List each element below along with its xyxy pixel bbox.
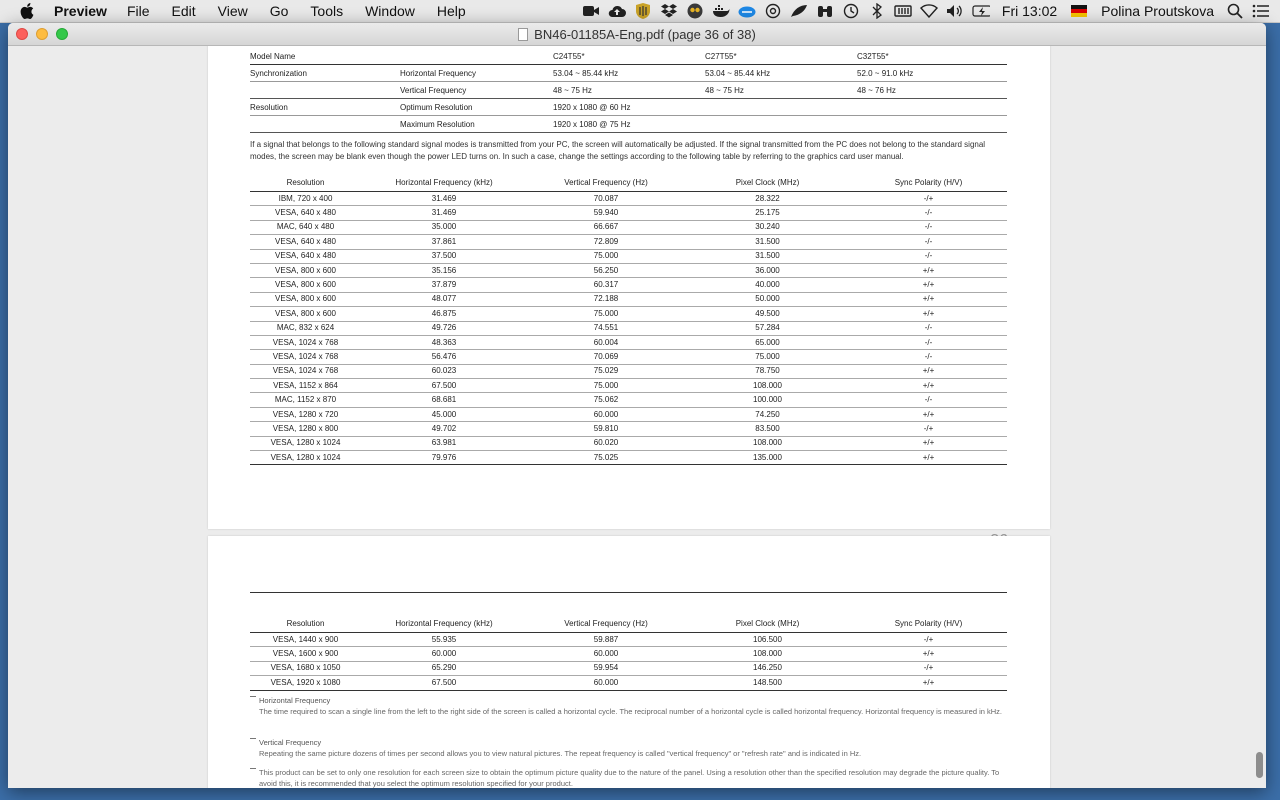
table-cell: 49.702 <box>361 422 527 436</box>
table-cell: 75.000 <box>527 307 685 321</box>
vfreq-c24: 48 ~ 75 Hz <box>553 86 592 95</box>
table-cell: -/+ <box>850 422 1007 436</box>
table-cell: 31.469 <box>361 206 527 220</box>
table-cell: 56.250 <box>527 263 685 277</box>
col-hfreq: Horizontal Frequency (kHz) <box>361 173 527 192</box>
col-pixel-clock: Pixel Clock (MHz) <box>685 173 850 192</box>
window-controls <box>16 28 76 40</box>
table-cell: 60.000 <box>527 676 685 690</box>
table-cell: VESA, 800 x 600 <box>250 307 361 321</box>
table-row <box>250 278 1007 292</box>
table-cell: VESA, 1152 x 864 <box>250 379 361 393</box>
hfreq-label: Horizontal Frequency <box>400 69 477 78</box>
docker-icon[interactable] <box>712 3 730 19</box>
german-flag-icon[interactable] <box>1071 5 1087 17</box>
optimum-label: Optimum Resolution <box>400 103 473 112</box>
table-cell: 31.500 <box>685 235 850 249</box>
menu-view[interactable]: View <box>217 3 248 19</box>
signal-mode-paragraph: If a signal that belongs to the following standard signal modes is transmitted from your PC, the screen will automatically be adjusted. If the signal transmitted from the PC does not belong to the standard signal modes, the screen may be blank even though the power LED turns on. In such a case, change the settings according to the following table by referring to the graphics card user manual. <box>250 140 986 161</box>
table-cell: 148.500 <box>685 676 850 690</box>
table-cell: +/+ <box>850 263 1007 277</box>
table-cell: -/- <box>850 220 1007 234</box>
table-cell: VESA, 1680 x 1050 <box>250 661 361 675</box>
table-cell: VESA, 1280 x 1024 <box>250 436 361 450</box>
table-cell: 108.000 <box>685 379 850 393</box>
clock[interactable]: Fri 13:02 <box>1001 3 1058 19</box>
window-title: BN46-01185A-Eng.pdf (page 36 of 38) <box>534 26 756 42</box>
footnote-text: The time required to scan a single line from the left to the right side of the screen is called a horizontal cycle. The reciprocal number of a horizontal cycle is called horizontal frequency. Horizontal frequency is measured in kHz. <box>259 707 1003 716</box>
table-cell: 135.000 <box>685 451 850 465</box>
norton-shield-icon[interactable] <box>634 3 652 19</box>
zoom-icon[interactable] <box>582 3 600 19</box>
table-cell: 75.025 <box>527 451 685 465</box>
menu-bar <box>0 0 1280 23</box>
owl-app-icon[interactable] <box>686 3 704 19</box>
table-cell: 72.809 <box>527 235 685 249</box>
table-cell: MAC, 1152 x 870 <box>250 393 361 407</box>
table-cell: +/+ <box>850 278 1007 292</box>
table-cell: 60.004 <box>527 335 685 349</box>
table-cell: +/+ <box>850 407 1007 421</box>
table-cell: 83.500 <box>685 422 850 436</box>
table-cell: 40.000 <box>685 278 850 292</box>
table-cell: +/+ <box>850 307 1007 321</box>
table-cell: +/+ <box>850 379 1007 393</box>
table-cell: 74.250 <box>685 407 850 421</box>
minimize-button[interactable] <box>36 28 48 40</box>
table-cell: 79.976 <box>361 451 527 465</box>
table-cell: VESA, 1280 x 800 <box>250 422 361 436</box>
table-cell: 75.062 <box>527 393 685 407</box>
table-cell: 108.000 <box>685 436 850 450</box>
pdf-document-icon[interactable] <box>518 28 528 41</box>
hfreq-c24: 53.04 ~ 85.44 kHz <box>553 69 619 78</box>
table-cell: 59.954 <box>527 661 685 675</box>
sync-cloud-icon[interactable] <box>738 3 756 19</box>
status-area <box>578 0 1280 22</box>
signal-modes-table-1 <box>250 173 1007 465</box>
footnote-text: This product can be set to only one resolution for each screen size to obtain the optimum picture quality due to the nature of the panel. Using a resolution other than the specified resolution may degrade the picture quality. To avoid this, it is recommended that you select the optimum resolution specified for your product. <box>259 768 1000 788</box>
table-cell: -/- <box>850 350 1007 364</box>
table-cell: 56.476 <box>361 350 527 364</box>
vfreq-c32: 48 ~ 76 Hz <box>857 86 896 95</box>
table-cell: 45.000 <box>361 407 527 421</box>
table-cell: 48.077 <box>361 292 527 306</box>
menu-window[interactable]: Window <box>365 3 415 19</box>
table-row <box>250 661 1007 675</box>
binoculars-icon[interactable] <box>816 3 834 19</box>
table-cell: 67.500 <box>361 379 527 393</box>
table-cell: VESA, 800 x 600 <box>250 292 361 306</box>
col-resolution: Resolution <box>250 173 361 192</box>
table-cell: 60.023 <box>361 364 527 378</box>
time-machine-icon[interactable] <box>842 3 860 19</box>
table-cell: -/- <box>850 393 1007 407</box>
notification-center-icon[interactable] <box>1252 3 1270 19</box>
menu-help[interactable]: Help <box>436 3 466 19</box>
table-cell: VESA, 1440 x 900 <box>250 633 361 647</box>
footnote-title: Vertical Frequency <box>259 738 322 747</box>
table-cell: -/- <box>850 249 1007 263</box>
wifi-icon[interactable] <box>920 3 938 19</box>
table-header-row <box>250 614 1007 633</box>
table-cell: 67.500 <box>361 676 527 690</box>
model-c24: C24T55* <box>553 52 585 61</box>
menu-edit[interactable]: Edit <box>171 3 196 19</box>
table-row <box>250 335 1007 349</box>
table-cell: 31.469 <box>361 192 527 206</box>
table-cell: 60.317 <box>527 278 685 292</box>
dropbox-icon[interactable] <box>660 3 678 19</box>
table-cell: VESA, 1920 x 1080 <box>250 676 361 690</box>
table-cell: VESA, 1024 x 768 <box>250 350 361 364</box>
pdf-page-36 <box>208 46 1050 529</box>
table-row <box>250 436 1007 450</box>
volume-icon[interactable] <box>946 3 964 19</box>
table-cell: 49.726 <box>361 321 527 335</box>
table-cell: 74.551 <box>527 321 685 335</box>
gyroscope-icon[interactable] <box>764 3 782 19</box>
col-vfreq: Vertical Frequency (Hz) <box>527 614 685 633</box>
table-cell: 60.020 <box>527 436 685 450</box>
table-row <box>250 307 1007 321</box>
footnote-title: Horizontal Frequency <box>259 696 331 705</box>
optimum-value: 1920 x 1080 @ 60 Hz <box>553 103 631 112</box>
page-top-rule <box>250 592 1007 593</box>
user-name[interactable]: Polina Proutskova <box>1101 3 1214 19</box>
spec-row-vfreq <box>250 82 1007 99</box>
table-cell: 55.935 <box>361 633 527 647</box>
table-cell: 68.681 <box>361 393 527 407</box>
memory-monitor-icon[interactable] <box>894 3 912 19</box>
table-row <box>250 350 1007 364</box>
table-cell: 100.000 <box>685 393 850 407</box>
table-cell: +/+ <box>850 364 1007 378</box>
hfreq-c27: 53.04 ~ 85.44 kHz <box>705 69 771 78</box>
spec-row-hfreq <box>250 65 1007 82</box>
table-row <box>250 292 1007 306</box>
sync-label: Synchronization <box>250 69 307 78</box>
model-c27: C27T55* <box>705 52 737 61</box>
table-cell: +/+ <box>850 292 1007 306</box>
table-cell: 108.000 <box>685 647 850 661</box>
menu-go[interactable]: Go <box>269 3 289 19</box>
close-button[interactable] <box>16 28 28 40</box>
maximum-value: 1920 x 1080 @ 75 Hz <box>553 120 631 129</box>
table-cell: 57.284 <box>685 321 850 335</box>
cloud-upload-icon[interactable] <box>608 3 626 19</box>
spotlight-search-icon[interactable] <box>1226 3 1244 19</box>
table-cell: 31.500 <box>685 249 850 263</box>
vfreq-label: Vertical Frequency <box>400 86 467 95</box>
table-cell: 75.000 <box>685 350 850 364</box>
pdf-page-37 <box>208 536 1050 788</box>
table-cell: 35.000 <box>361 220 527 234</box>
table-cell: VESA, 640 x 480 <box>250 249 361 263</box>
table-row <box>250 249 1007 263</box>
col-sync-polarity: Sync Polarity (H/V) <box>850 173 1007 192</box>
table-cell: 37.500 <box>361 249 527 263</box>
table-cell: VESA, 1024 x 768 <box>250 335 361 349</box>
spec-table <box>250 48 1007 133</box>
table-row <box>250 192 1007 206</box>
zoom-button[interactable] <box>56 28 68 40</box>
table-cell: 65.000 <box>685 335 850 349</box>
table-cell: VESA, 1280 x 1024 <box>250 451 361 465</box>
table-cell: VESA, 800 x 600 <box>250 278 361 292</box>
table-cell: 146.250 <box>685 661 850 675</box>
table-cell: 37.879 <box>361 278 527 292</box>
table-cell: VESA, 640 x 480 <box>250 206 361 220</box>
spec-row-model <box>250 48 1007 65</box>
table-cell: 46.875 <box>361 307 527 321</box>
preview-window <box>8 23 1266 788</box>
table-cell: 50.000 <box>685 292 850 306</box>
table-cell: VESA, 1024 x 768 <box>250 364 361 378</box>
title-bar[interactable] <box>8 23 1266 46</box>
table-cell: 75.029 <box>527 364 685 378</box>
footnote-horizontal-frequency <box>250 695 1010 717</box>
table-cell: 75.000 <box>527 379 685 393</box>
table-cell: 75.000 <box>527 249 685 263</box>
col-pixel-clock: Pixel Clock (MHz) <box>685 614 850 633</box>
table-cell: 35.156 <box>361 263 527 277</box>
footnote-vertical-frequency <box>250 737 1010 759</box>
table-cell: -/- <box>850 321 1007 335</box>
resolution-label: Resolution <box>250 103 288 112</box>
table-row <box>250 451 1007 465</box>
footnote-text: Repeating the same picture dozens of times per second allows you to view natural pictures. The repeat frequency is called "vertical frequency" or "refresh rate" and is indicated in Hz. <box>259 749 862 758</box>
table-cell: 30.240 <box>685 220 850 234</box>
vertical-scrollbar[interactable] <box>1256 752 1263 778</box>
table-cell: 48.363 <box>361 335 527 349</box>
table-cell: 106.500 <box>685 633 850 647</box>
table-cell: 70.069 <box>527 350 685 364</box>
table-row <box>250 647 1007 661</box>
signal-modes-table-2 <box>250 614 1007 691</box>
table-cell: 59.940 <box>527 206 685 220</box>
table-row <box>250 676 1007 690</box>
table-row <box>250 407 1007 421</box>
spec-row-maximum <box>250 116 1007 133</box>
table-header-row <box>250 173 1007 192</box>
table-cell: VESA, 1280 x 720 <box>250 407 361 421</box>
table-cell: 36.000 <box>685 263 850 277</box>
table-cell: 59.887 <box>527 633 685 647</box>
spec-row-optimum <box>250 99 1007 116</box>
table-cell: 65.290 <box>361 661 527 675</box>
col-sync-polarity: Sync Polarity (H/V) <box>850 614 1007 633</box>
table-cell: 60.000 <box>361 647 527 661</box>
table-cell: -/+ <box>850 633 1007 647</box>
table-cell: 59.810 <box>527 422 685 436</box>
hfreq-c32: 52.0 ~ 91.0 kHz <box>857 69 914 78</box>
table-cell: +/+ <box>850 451 1007 465</box>
table-cell: 66.667 <box>527 220 685 234</box>
table-cell: IBM, 720 x 400 <box>250 192 361 206</box>
table-cell: 78.750 <box>685 364 850 378</box>
battery-charging-icon[interactable] <box>972 3 990 19</box>
col-vfreq: Vertical Frequency (Hz) <box>527 173 685 192</box>
table-cell: 28.322 <box>685 192 850 206</box>
footnote-optimum-resolution <box>250 767 1010 788</box>
table-row <box>250 364 1007 378</box>
table-cell: -/- <box>850 206 1007 220</box>
table-cell: VESA, 640 x 480 <box>250 235 361 249</box>
table-row <box>250 379 1007 393</box>
table-row <box>250 393 1007 407</box>
table-row <box>250 263 1007 277</box>
table-cell: 60.000 <box>527 647 685 661</box>
table-cell: +/+ <box>850 676 1007 690</box>
table-row <box>250 422 1007 436</box>
col-resolution: Resolution <box>250 614 361 633</box>
table-cell: -/- <box>850 335 1007 349</box>
table-cell: 25.175 <box>685 206 850 220</box>
model-name-label: Model Name <box>250 52 296 61</box>
menu-file[interactable]: File <box>126 3 150 19</box>
table-cell: 37.861 <box>361 235 527 249</box>
maximum-label: Maximum Resolution <box>400 120 475 129</box>
table-cell: +/+ <box>850 647 1007 661</box>
table-cell: +/+ <box>850 436 1007 450</box>
document-view[interactable] <box>8 46 1266 788</box>
table-cell: 60.000 <box>527 407 685 421</box>
col-hfreq: Horizontal Frequency (kHz) <box>361 614 527 633</box>
menu-app-preview[interactable]: Preview <box>54 3 107 19</box>
bluetooth-icon[interactable] <box>868 3 886 19</box>
table-cell: -/- <box>850 235 1007 249</box>
table-cell: 72.188 <box>527 292 685 306</box>
feather-icon[interactable] <box>790 3 808 19</box>
table-cell: MAC, 832 x 624 <box>250 321 361 335</box>
table-cell: -/+ <box>850 192 1007 206</box>
table-row <box>250 220 1007 234</box>
apple-icon[interactable] <box>20 2 36 20</box>
table-cell: VESA, 1600 x 900 <box>250 647 361 661</box>
table-row <box>250 321 1007 335</box>
table-row <box>250 206 1007 220</box>
model-c32: C32T55* <box>857 52 889 61</box>
table-cell: 63.981 <box>361 436 527 450</box>
table-cell: -/+ <box>850 661 1007 675</box>
table-row <box>250 235 1007 249</box>
table-row <box>250 633 1007 647</box>
table-cell: 70.087 <box>527 192 685 206</box>
menu-tools[interactable]: Tools <box>310 3 344 19</box>
vfreq-c27: 48 ~ 75 Hz <box>705 86 744 95</box>
table-cell: 49.500 <box>685 307 850 321</box>
table-cell: VESA, 800 x 600 <box>250 263 361 277</box>
table-cell: MAC, 640 x 480 <box>250 220 361 234</box>
